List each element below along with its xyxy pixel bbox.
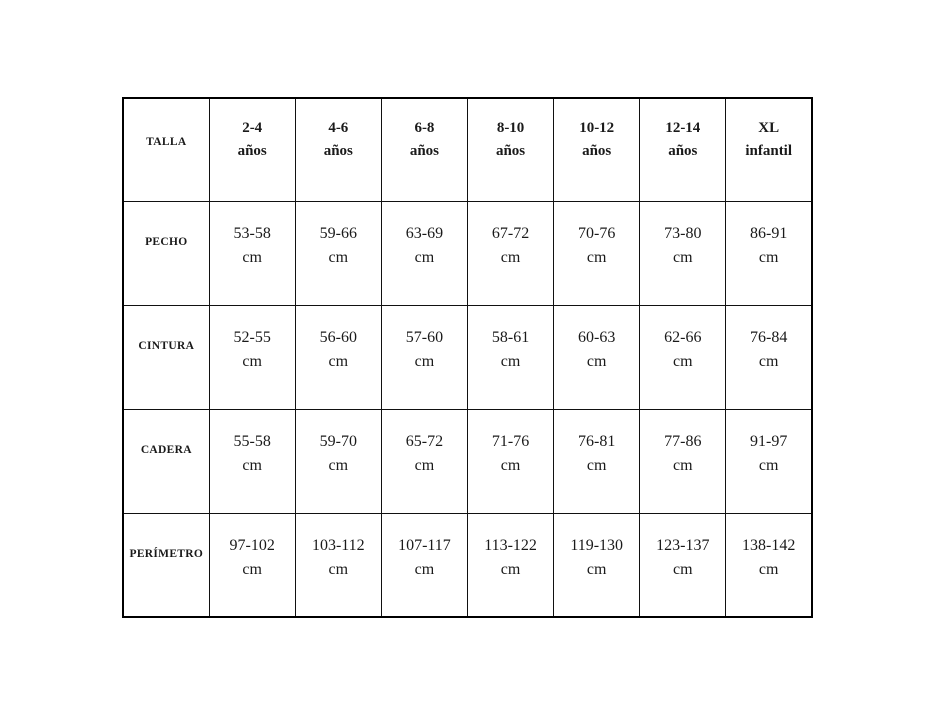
size-value-cell (295, 409, 381, 513)
unit-text: cm (586, 560, 607, 578)
unit-text: cm (500, 560, 521, 578)
column-header-age-range: 12-14 (665, 120, 701, 136)
unit-text: cm (414, 560, 435, 578)
size-range-text: 60-63 (578, 328, 616, 346)
table-row-pecho (123, 201, 812, 305)
column-header-4-6 (295, 98, 381, 201)
unit-text: cm (328, 560, 349, 578)
size-value-cell (640, 513, 726, 617)
unit-text: cm (500, 352, 521, 370)
size-range-text: 58-61 (491, 328, 530, 346)
size-value-cell (468, 201, 554, 305)
size-range-text: 52-55 (233, 328, 271, 346)
size-value-cell (468, 409, 554, 513)
size-range-text: 59-70 (319, 432, 357, 450)
size-value-cell (209, 513, 295, 617)
size-value-cell (295, 305, 381, 409)
unit-text: cm (758, 352, 779, 370)
column-header-age-unit: años (323, 143, 353, 159)
size-range-text: 119-130 (570, 536, 624, 554)
column-header-8-10 (468, 98, 554, 201)
unit-text: cm (673, 560, 693, 578)
size-range-text: 91-97 (750, 432, 788, 450)
unit-text: cm (586, 248, 607, 266)
size-value-cell (209, 305, 295, 409)
size-range-text: 57-60 (405, 328, 444, 346)
corner-header-talla: TALLA (123, 98, 209, 201)
size-value-cell (381, 513, 467, 617)
column-header-age-unit: años (582, 143, 612, 159)
unit-text: cm (500, 456, 521, 474)
size-value-cell (640, 305, 726, 409)
size-value-cell (468, 305, 554, 409)
unit-text: cm (673, 352, 693, 370)
unit-text: cm (758, 248, 779, 266)
unit-text: cm (673, 248, 693, 266)
size-value-cell (554, 201, 640, 305)
column-header-age-unit: infantil (745, 143, 793, 159)
column-header-age-unit: años (237, 143, 267, 159)
unit-text: cm (673, 456, 693, 474)
size-range-text: 123-137 (656, 536, 710, 554)
unit-text: cm (758, 456, 779, 474)
size-range-text: 56-60 (319, 328, 357, 346)
unit-text: cm (414, 248, 435, 266)
row-label-perimetro: PERÍMETRO (123, 513, 209, 617)
size-range-text: 59-66 (319, 224, 357, 242)
column-header-age-range: 6-8 (414, 120, 435, 136)
size-range-text: 76-84 (750, 328, 788, 346)
size-range-text: 138-142 (742, 536, 796, 554)
size-value-cell (381, 409, 467, 513)
size-range-text: 97-102 (229, 536, 275, 554)
column-header-age-unit: años (495, 143, 526, 159)
column-header-age-range: 2-4 (242, 120, 263, 136)
unit-text: cm (500, 248, 521, 266)
size-range-text: 70-76 (578, 224, 616, 242)
size-range-text: 53-58 (233, 224, 271, 242)
size-range-text: 62-66 (664, 328, 702, 346)
size-value-cell (381, 201, 467, 305)
unit-text: cm (328, 456, 349, 474)
table-row-cintura (123, 305, 812, 409)
unit-text: cm (414, 352, 435, 370)
unit-text: cm (758, 560, 779, 578)
size-range-text: 113-122 (484, 536, 537, 554)
column-header-age-unit: años (409, 143, 440, 159)
size-value-cell (468, 513, 554, 617)
size-range-text: 67-72 (491, 224, 530, 242)
column-header-age-range: 10-12 (579, 120, 615, 136)
unit-text: cm (242, 352, 262, 370)
size-value-cell (381, 305, 467, 409)
size-value-cell (726, 201, 812, 305)
size-range-text: 65-72 (405, 432, 444, 450)
size-range-text: 55-58 (233, 432, 271, 450)
size-range-text: 71-76 (491, 432, 530, 450)
unit-text: cm (242, 248, 262, 266)
size-range-text: 63-69 (405, 224, 444, 242)
size-value-cell (295, 201, 381, 305)
unit-text: cm (242, 560, 262, 578)
column-header-2-4 (209, 98, 295, 201)
row-label-cintura: CINTURA (123, 305, 209, 409)
size-range-text: 107-117 (398, 536, 451, 554)
column-header-age-unit: años (668, 143, 698, 159)
unit-text: cm (586, 456, 607, 474)
size-value-cell (554, 409, 640, 513)
column-header-age-range: XL (758, 120, 780, 136)
column-header-age-range: 4-6 (328, 120, 349, 136)
unit-text: cm (414, 456, 435, 474)
size-range-text: 86-91 (750, 224, 788, 242)
size-value-cell (209, 201, 295, 305)
column-header-xl-infantil (726, 98, 812, 201)
table-row-cadera (123, 409, 812, 513)
size-value-cell (554, 305, 640, 409)
size-value-cell (640, 201, 726, 305)
column-header-12-14 (640, 98, 726, 201)
unit-text: cm (586, 352, 607, 370)
table-row-perimetro (123, 513, 812, 617)
size-range-text: 76-81 (578, 432, 616, 450)
row-label-pecho: PECHO (123, 201, 209, 305)
column-header-10-12 (554, 98, 640, 201)
header-row (123, 98, 812, 201)
size-value-cell (209, 409, 295, 513)
size-value-cell (726, 305, 812, 409)
column-header-6-8 (381, 98, 467, 201)
unit-text: cm (242, 456, 262, 474)
unit-text: cm (328, 248, 349, 266)
unit-text: cm (328, 352, 349, 370)
size-value-cell (554, 513, 640, 617)
size-value-cell (640, 409, 726, 513)
row-label-cadera: CADERA (123, 409, 209, 513)
size-range-text: 77-86 (664, 432, 702, 450)
size-value-cell (726, 409, 812, 513)
column-header-age-range: 8-10 (496, 120, 525, 136)
size-value-cell (295, 513, 381, 617)
size-chart-table (122, 97, 813, 618)
size-range-text: 73-80 (664, 224, 702, 242)
size-value-cell (726, 513, 812, 617)
size-range-text: 103-112 (311, 536, 365, 554)
